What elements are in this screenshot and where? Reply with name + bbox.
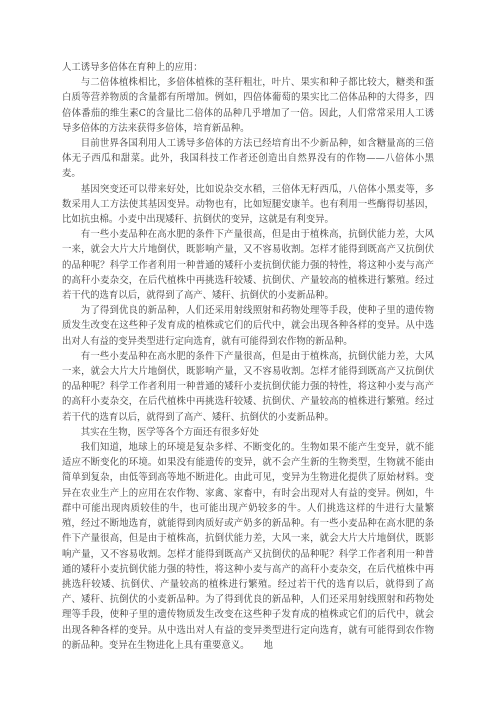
paragraph-variation-evolution: 我们知道，地球上的环境是复杂多样、不断变化的。生物如果不能产生变异，就不能适应不断变化的环境。如果没有能遗传的变异，就不会产生新的生物类型，生物就不能由简单到复杂，由低等到高等地不断进化。由此可见，变异为生物进化提供了原始材料。变异在农业生产上的应用在农作物、家禽、家畜中，有时会出现对人有益的变异。例如，牛群中可能出现肉质较佳的牛，也可能出现产奶较多的牛。人们挑选这样的牛进行大量繁殖，经过不断地选育，就能得到肉质好或产奶多的新品种。有一些小麦品种在高水肥的条件下产量很高，但是由于植株高，抗倒伏能力差，大风一来，就会大片大片地倒伏，既影响产量，又不容易收割。怎样才能得到既高产又抗倒伏的品种呢？科学工作者利用一种普通的矮秆小麦抗倒伏能力强的特性，将这种小麦与高产的高秆小麦杂交，在后代植株中再挑选秆较矮、抗倒伏、产量较高的植株进行繁殖。经过若干代的选育以后，就得到了高产、矮秆、抗倒伏的小麦新品种。为了得到优良的新品种，人们还采用射线照射和药物处理等手段，使种子里的遗传物质发生改变在这些种子发育成的植株或它们的后代中，就会出现各种各样的变异。从中选出对人有益的变异类型进行定向选育，就有可能得到农作物的新品种。变异在生物进化上具有重要意义。 地 [62, 442, 434, 651]
paragraph-polyploid-benefits: 与二倍体植株相比，多倍体植株的茎秆粗壮，叶片、果实和种子都比较大，糖类和蛋白质等营养物质的含量都有所增加。例如，四倍体葡萄的果实比二倍体品种的大得多，四倍体番茄的维生素C的含量比二倍体的品种几乎增加了一倍。因此，人们常常采用人工诱导多倍体的方法来获得多倍体，培育新品种。 [62, 77, 434, 134]
paragraph-wheat-breeding-repeat: 有一些小麦品种在高水肥的条件下产量很高，但是由于植株高，抗倒伏能力差，大风一来，就会大片大片地倒伏，既影响产量，又不容易收割。怎样才能得到既高产又抗倒伏的品种呢？科学工作者利用一种普通的矮秆小麦抗倒伏能力强的特性，将这种小麦与高产的高秆小麦杂交，在后代植株中再挑选秆较矮、抗倒伏、产量较高的植株进行繁殖。经过若干代的选育以后，就得到了高产、矮秆、抗倒伏的小麦新品种。 [62, 350, 434, 423]
paragraph-new-varieties: 目前世界各国利用人工诱导多倍体的方法已经培育出不少新品种，如含糖量高的三倍体无子西瓜和甜菜。此外，我国科技工作者还创造出自然界没有的作物——八倍体小黑麦。 [62, 138, 434, 180]
paragraph-other-benefits: 其实在生物，医学等各个方面还有很多好处 [80, 426, 259, 438]
paragraph-wheat-breeding: 有一些小麦品种在高水肥的条件下产量很高，但是由于植株高，抗倒伏能力差，大风一来，就会大片大片地倒伏，既影响产量，又不容易收割。怎样才能得到既高产又抗倒伏的品种呢？科学工作者利用一种普通的矮秆小麦抗倒伏能力强的特性，将这种小麦与高产的高秆小麦杂交，在后代植株中再挑选秆较矮、抗倒伏、产量较高的植株进行繁殖。经过若干代的选育以后，就得到了高产、矮秆、抗倒伏的小麦新品种。 [62, 229, 434, 302]
paragraph-radiation-breeding: 为了得到优良的新品种，人们还采用射线照射和药物处理等手段，使种子里的遗传物质发生改变在这些种子发育成的植株或它们的后代中，就会出现各种各样的变异。从中选出对人有益的变异类型进行定向选育，就有可能得到农作物的新品种。 [62, 305, 434, 347]
section-heading: 人工诱导多倍体在育种上的应用： [62, 62, 203, 73]
document-body [62, 60, 434, 653]
paragraph-mutation-benefits: 基因突变还可以带来好处，比如说杂交水稻，三倍体无籽西瓜，八倍体小黑麦等，多数采用人工方法使其基因变异。动物也有，比如短腿安康羊。也有利用一些酶得切基因，比如抗虫棉。小麦中出现矮秆、抗倒伏的变异，这就是有利变异。 [62, 183, 434, 226]
